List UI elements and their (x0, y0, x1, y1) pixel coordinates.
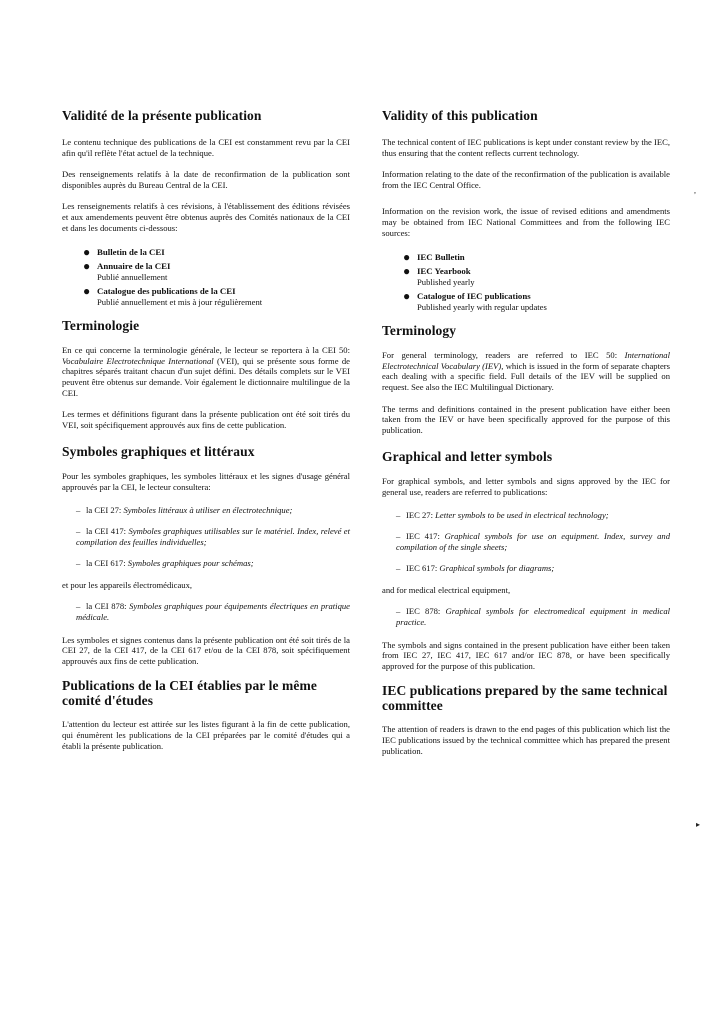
paragraph: The symbols and signs contained in the present publication have either been taken from IEC 27, IEC 417, IEC 617 and/or IEC 878, or have been specifically approved for the purpose of this publication. (382, 639, 670, 671)
reference-item (62, 558, 350, 569)
list-item-subtitle: Publié annuellement et mis à jour régulièrement (97, 297, 263, 308)
paragraph: Information relating to the date of the reconfirmation of the publication is available from the IEC Central Office. (382, 169, 670, 190)
text-run: la CEI 878: (86, 601, 130, 612)
paragraph: The attention of readers is drawn to the end pages of this publication which list the IEC publications issued by the technical committee which has prepared the present publication. (382, 724, 670, 756)
bullet-icon: ● (403, 289, 411, 304)
paragraph: Des renseignements relatifs à la date de reconfirmation de la publication sont disponibles auprès du Bureau Central de la CEI. (62, 169, 350, 190)
list-item (382, 291, 670, 313)
paragraph: Le contenu technique des publications de la CEI est constamment revu par la CEI afin qu'il reflète l'état actuel de la technique. (62, 137, 350, 158)
paragraph: Pour les symboles graphiques, les symboles littéraux et les signes d'usage général approuvés par la CEI, le lecteur consultera: (62, 471, 350, 492)
list-item-title: Catalogue des publications de la CEI (97, 286, 236, 297)
list-item-subtitle: Published yearly with regular updates (417, 302, 547, 313)
dash-glyph: – (396, 509, 401, 520)
scan-speck-icon: ▸ (696, 820, 701, 829)
reference-item (382, 510, 670, 521)
paragraph (382, 350, 670, 392)
bullet-icon: ● (83, 284, 91, 299)
paragraph: The technical content of IEC publications is kept under constant review by the IEC, thus ensuring that the content reflects current technology. (382, 137, 670, 158)
sources-list-fr (62, 247, 350, 308)
english-column (382, 108, 670, 756)
reference-item (62, 526, 350, 547)
section-title-validity-en: Validity of this publication (382, 108, 538, 123)
paragraph: L'attention du lecteur est attirée sur les listes figurant à la fin de cette publication, qui énumèrent les publications de la CEI préparées par le comité d'études qui a établi la présente publication. (62, 719, 350, 751)
reference-item (62, 505, 350, 516)
text-run: En ce qui concerne la terminologie générale, le lecteur se reportera à la CEI 50: (62, 345, 350, 356)
list-item (62, 286, 350, 308)
list-item (382, 252, 670, 263)
paragraph (62, 345, 350, 398)
reference-item (382, 606, 670, 627)
text-run: , which is issued in the form of separate chapters each dealing with a specific field. Full details of the IEV will be supplied on request. See also the IEC Multilingual Dictionary. (382, 360, 670, 392)
bullet-icon: ● (403, 250, 411, 265)
list-item-title: Annuaire de la CEI (97, 261, 171, 272)
text-run: IEC 878: (406, 606, 446, 617)
section-title-symbols-en: Graphical and letter symbols (382, 449, 553, 465)
text-run: IEC 617: (406, 563, 440, 574)
reference-title: Symboles graphiques pour équipements électriques en pratique médicale. (76, 601, 350, 623)
text-run: (VEI), qui se présente sous forme de chapitres séparés traitant chacun d'un sujet défini. Des détails complets sur le VEI peuvent être obtenus sur demande. Voir également le dictionnaire multilingue de la CEI. (62, 355, 350, 398)
section-title-terminology-en: Terminology (382, 323, 457, 339)
text-run: la CEI 27: (86, 504, 124, 515)
section-title-terminology-fr: Terminologie (62, 318, 140, 334)
dash-glyph: – (396, 606, 401, 617)
paragraph: The terms and definitions contained in the present publication have either been taken from the IEV or have been specifically approved for the purpose of this publication. (382, 403, 670, 435)
reference-item (62, 601, 350, 622)
reference-title: Symboles graphiques pour schémas; (127, 558, 254, 569)
reference-title: Symboles graphiques utilisables sur le matériel. Index, relevé et compilation des feuilles individuelles; (76, 526, 350, 547)
french-column (62, 108, 350, 751)
scan-speck-icon: , (694, 186, 696, 195)
paragraph: Information on the revision work, the issue of revised editions and amendments may be obtained from IEC National Committees and from the following IEC sources: (382, 206, 670, 238)
text-run: IEC 417: (406, 531, 445, 542)
reference-item (382, 563, 670, 574)
text-run: IEC 27: (406, 509, 436, 520)
list-item-subtitle: Publié annuellement (97, 272, 168, 283)
text-run: For general terminology, readers are referred to IEC 50: (382, 350, 625, 361)
bullet-icon: ● (403, 264, 411, 279)
text-run: la CEI 617: (86, 558, 128, 569)
dash-glyph: – (396, 563, 401, 574)
section-title-same-committee-en: IEC publications prepared by the same technical committee (382, 683, 668, 714)
section-title-symbols-fr: Symboles graphiques et littéraux (62, 444, 255, 460)
paragraph: Les renseignements relatifs à ces révisions, à l'établissement des éditions révisées et aux amendements peuvent être obtenus auprès des Comités nationaux de la CEI et dans les documents ci-dessous: (62, 201, 350, 233)
dash-glyph: – (396, 531, 401, 542)
reference-title: Graphical symbols for diagrams; (439, 563, 555, 574)
section-title-same-committee-fr: Publications de la CEI établies par le même comité d'études (62, 678, 317, 709)
text-run: la CEI 417: (86, 526, 129, 537)
list-item-title: IEC Yearbook (417, 266, 471, 277)
dash-glyph: – (76, 558, 81, 569)
list-item (62, 261, 350, 283)
reference-title: Letter symbols to be used in electrical technology; (435, 509, 609, 520)
list-item-subtitle: Published yearly (417, 277, 475, 288)
paragraph: Les termes et définitions figurant dans la présente publication ont été soit tirés du VEI, soit spécifiquement approuvés aux fins de cette publication. (62, 409, 350, 430)
list-item-title: Catalogue of IEC publications (417, 291, 531, 302)
reference-item (382, 531, 670, 552)
paragraph: and for medical electrical equipment, (382, 584, 511, 595)
list-item-title: Bulletin de la CEI (97, 247, 165, 258)
reference-title: International Electrotechnical Vocabulary (IEV) (382, 350, 670, 371)
dash-glyph: – (76, 526, 81, 537)
reference-title: Graphical symbols for electromedical equipment in medical practice. (396, 606, 671, 628)
bullet-icon: ● (83, 259, 91, 274)
paragraph: For graphical symbols, and letter symbols and signs approved by the IEC for general use, readers are referred to publications: (382, 476, 670, 497)
dash-glyph: – (76, 504, 81, 515)
sources-list-en (382, 252, 670, 313)
reference-title: Vocabulaire Electrotechnique International (62, 355, 214, 366)
reference-title: Symboles littéraux à utiliser en électrotechnique; (123, 504, 293, 515)
bullet-icon: ● (83, 245, 91, 260)
list-item (62, 247, 350, 258)
paragraph: Les symboles et signes contenus dans la présente publication ont été soit tirés de la CEI 27, de la CEI 417, de la CEI 617 et/ou de la CEI 878, soit spécifiquement approuvés aux fins de cette publication. (62, 634, 350, 666)
dash-glyph: – (76, 601, 81, 612)
list-item-title: IEC Bulletin (417, 252, 465, 263)
list-item (382, 266, 670, 288)
reference-title: Graphical symbols for use on equipment. Index, survey and compilation of the single sheets; (396, 531, 670, 552)
section-title-validity-fr: Validité de la présente publication (62, 108, 262, 123)
paragraph: et pour les appareils électromédicaux, (62, 579, 193, 590)
